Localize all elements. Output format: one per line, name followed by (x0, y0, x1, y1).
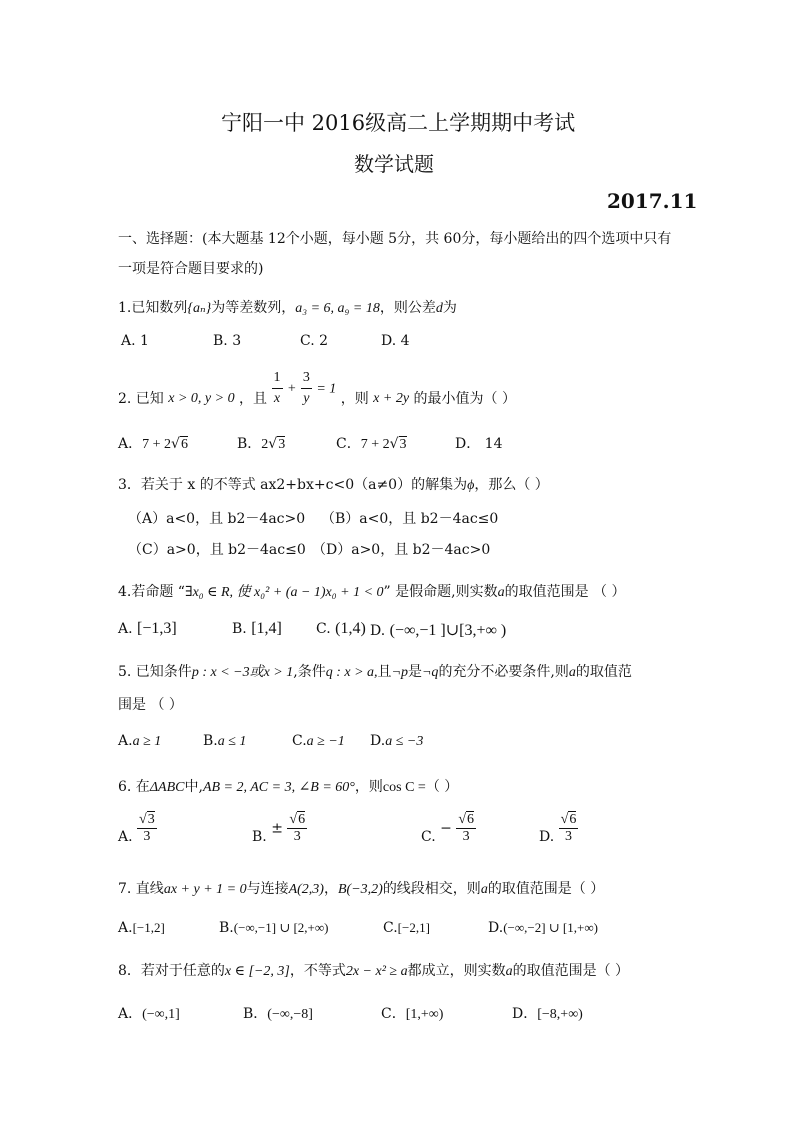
q5-option-c: C.a ≥ −1 (292, 733, 345, 749)
q5-option-a: A.a ≥ 1 (118, 733, 162, 749)
question-7: 7. 直线ax + y + 1 = 0与连接A(2,3)，B(−3,2)的线段相交，则a的取值范围是（ ） (118, 881, 605, 897)
q3-option-b: （B）a<0，且 b2－4ac≤0 (321, 511, 499, 527)
q6-prefix: 6. 在 (118, 779, 150, 795)
q7-line: ax + y + 1 = 0 (163, 882, 247, 897)
q2-cond: x > 0, y > 0 (168, 391, 235, 406)
question-1 (118, 298, 457, 319)
q8-suffix: 都成立，则实数 (407, 963, 506, 979)
q2-frac2: $\frac{3}{y}$ (301, 368, 312, 409)
q3-phi: ϕ (467, 478, 475, 493)
q2-suffix: ，则 (340, 391, 369, 407)
q8-dom: x ∈ [−2, 3] (224, 964, 290, 979)
q1-seq: {aₙ} (187, 301, 212, 316)
q6-expr: cos C = (382, 780, 426, 795)
q2-mid: ，且 (239, 391, 268, 407)
q5-p: p : x < −3或x > 1 (191, 665, 294, 680)
q1-option-c: C. 2 (300, 333, 329, 349)
q3-option-c: （C）a>0，且 b2－4ac≤0 (128, 542, 306, 558)
q1-option-a: A. 1 (121, 333, 149, 349)
q7-suffix: 的线段相交，则 (382, 881, 481, 897)
subject-title: 数学试题 (354, 152, 434, 176)
q6-option-d: D. $\frac{√6}{3}$ (539, 812, 577, 845)
q7-option-a: A.[−1,2] (118, 920, 165, 936)
q5-np: ¬p (391, 665, 408, 680)
q1-mid: 为等差数列， (211, 300, 296, 316)
q3-option-d: （D）a>0，且 b2－4ac>0 (312, 542, 491, 558)
q8-option-a: A．(−∞,1] (118, 1006, 180, 1022)
q2-prefix: 2. 已知 (118, 391, 164, 407)
q8-mid: ，不等式 (289, 963, 346, 979)
q1-option-d: D. 4 (381, 333, 410, 349)
q5-option-b: B.a ≤ 1 (203, 733, 247, 749)
q6-end: （ ） (425, 779, 459, 795)
q2-frac1: $\frac{1}{x}$ (272, 368, 283, 409)
q4-var: a (497, 585, 505, 600)
exam-date: 2017.11 (607, 189, 698, 213)
q6-tri: ΔABC (149, 780, 185, 795)
q5-var: a (568, 665, 576, 680)
q3-end: ，那么（ ） (474, 477, 549, 493)
q4-expr: ∃x₀ ∈ R, 使 x₀² + (a − 1)x₀ + 1 < 0 (184, 585, 384, 600)
q4-prefix: 4.若命题 “ (118, 584, 185, 600)
question-4 (118, 582, 626, 603)
q1-prefix: 1.已知数列 (118, 300, 188, 316)
q5-end: 的取值范 (575, 664, 632, 680)
q3-text: 3．若关于 x 的不等式 ax2+bx+c<0（a≠0）的解集为 (118, 477, 468, 493)
q8-ineq: 2x − x² ≥ a (345, 964, 408, 979)
q7-option-d: D.(−∞,−2] ∪ [1,+∞) (488, 920, 598, 936)
q4-option-d: D. (−∞,−1 ]∪[3,+∞ ) (370, 622, 507, 639)
exam-title: 宁阳一中 2016级高二上学期期中考试 (221, 111, 576, 135)
q6-option-a: A. $\frac{√3}{3}$ (118, 812, 155, 845)
q5-is: 是 (407, 664, 422, 680)
q5-option-d: D.a ≤ −3 (370, 733, 424, 749)
q4-option-b: B. [1,4] (232, 620, 282, 637)
q7-end: 的取值范围是（ ） (487, 881, 605, 897)
question-6 (118, 777, 458, 798)
q2-plus: + (286, 381, 297, 397)
q5-nq: ¬q (421, 665, 439, 680)
q1-option-b: B. 3 (213, 333, 242, 349)
q3-option-a: （A）a<0，且 b2－4ac>0 (128, 511, 306, 527)
q2-option-a: A．7 + 2√6 (118, 436, 188, 452)
q7-option-b: B.(−∞,−1] ∪ [2,+∞) (219, 920, 329, 936)
question-8 (118, 961, 629, 982)
q5-mid: ,条件 (293, 664, 326, 680)
q8-end: 的取值范围是（ ） (512, 963, 630, 979)
question-2 (118, 368, 516, 409)
q5-prefix: 5. 已知条件 (118, 664, 192, 680)
q8-prefix: 8．若对于任意的 (118, 963, 225, 979)
q6-cond: AB = 2, AC = 3, ∠B = 60° (202, 780, 355, 795)
q2-expr: x + 2y (373, 391, 410, 406)
q7-option-c: C.[−2,1] (383, 920, 430, 936)
q1-suffix: ，则公差 (379, 300, 436, 316)
question-3 (118, 475, 549, 496)
q6-option-b: B. ± $\frac{√6}{3}$ (252, 812, 306, 845)
section-instructions-line2: 一项是符合题目要求的) (118, 261, 264, 277)
q5-q: q : x > a, (325, 665, 378, 680)
q8-option-d: D．[−8,+∞) (512, 1006, 583, 1022)
q5-suffix: 的充分不必要条件,则 (438, 664, 569, 680)
q6-suffix: ，则 (354, 779, 383, 795)
q8-var: a (505, 964, 513, 979)
q2-option-d: D． 14 (455, 436, 503, 452)
q1-end: 为 (442, 300, 457, 316)
q6-option-c: C. − $\frac{√6}{3}$ (421, 812, 474, 845)
q2-eq: = 1 (316, 381, 337, 397)
q1-var: d (435, 301, 443, 316)
q8-option-b: B．(−∞,−8] (243, 1006, 313, 1022)
section-instructions-line1: 一、选择题：(本大题基 12个小题，每小题 5分，共 60分，每小题给出的四个选项中只有 (118, 231, 672, 247)
q6-mid: 中, (184, 779, 203, 795)
question-5 (118, 662, 632, 683)
q5-line2: 围是 （ ） (118, 697, 183, 713)
q4-option-c: C. (1,4) (316, 620, 366, 637)
q7-mid: 与连接 (246, 881, 289, 897)
q1-cond: a₃ = 6, a₉ = 18 (295, 301, 380, 316)
q5-mid2: 且 (377, 664, 392, 680)
q8-option-c: C．[1,+∞) (381, 1006, 444, 1022)
q2-option-b: B．2√3 (237, 436, 286, 452)
q7-var: a (480, 882, 488, 897)
q4-option-a: A. [−1,3] (118, 620, 177, 637)
q7-point-a: A(2,3) (288, 882, 324, 897)
q7-prefix: 7. 直线 (118, 881, 164, 897)
q7-point-b: B(−3,2) (337, 882, 383, 897)
q4-suffix: ” 是假命题,则实数 (383, 584, 498, 600)
q4-end: 的取值范围是 （ ） (504, 584, 626, 600)
q2-end: 的最小值为（ ） (413, 391, 516, 407)
q2-option-c: C．7 + 2√3 (336, 436, 407, 452)
